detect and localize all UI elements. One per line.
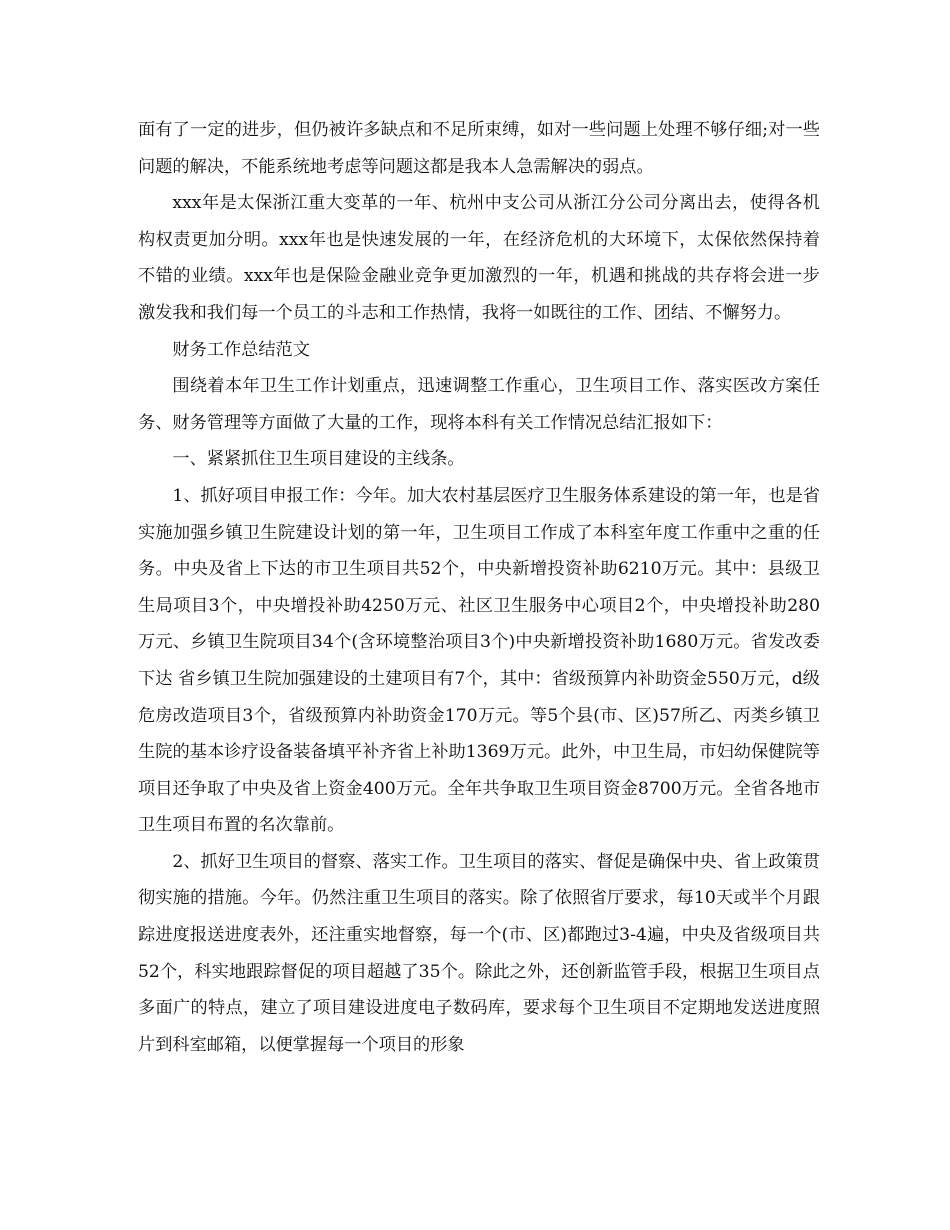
paragraph-intro: 围绕着本年卫生工作计划重点，迅速调整工作重心，卫生项目工作、落实医改方案任务、财务管理等方面做了大量的工作，现将本科有关工作情况总结汇报如下： [138,376,820,433]
heading-item-1: 一、紧紧抓住卫生项目建设的主线条。 [172,449,465,470]
paragraph-continuation: 面有了一定的进步，但仍被许多缺点和不足所束缚，如对一些问题上处理不够仔细;对一些问题的解决，不能系统地考虑等问题这都是我本人急需解决的弱点。 [138,120,820,177]
paragraph-project-supervision: 2、抓好卫生项目的督察、落实工作。卫生项目的落实、督促是确保中央、省上政策贯彻实施的措施。今年。仍然注重卫生项目的落实。除了依照省厅要求，每10天或半个月跟踪进度报送进度表外，还注重实地督察，每一个(市、区)都跑过3-4遍，中央及省级项目共52个，科实地跟踪督促的项目超越了35个。除此之外，还创新监管手段，根据卫生项目点多面广的特点，建立了项目建设进度电子数码库，要求每个卫生项目不定期地发送进度照片到科室邮箱，以便掌握每一个项目的形象 [138,851,820,1055]
paragraph-project-application: 1、抓好项目申报工作：今年。加大农村基层医疗卫生服务体系建设的第一年，也是省实施加强乡镇卫生院建设计划的第一年，卫生项目工作成了本科室年度工作重中之重的任务。中央及省上下达的市卫生项目共52个，中央新增投资补助6210万元。其中：县级卫生局项目3个，中央增投补助4250万元、社区卫生服务中心项目2个，中央增投补助280万元、乡镇卫生院项目34个(含环境整治项目3个)中央新增投资补助1680万元。省发改委下达 省乡镇卫生院加强建设的土建项目有7个，其中：省级预算内补助资金550万元，d级危房改造项目3个，省级预算内补助资金170万元。等5个县(市、区)57所乙、丙类乡镇卫生院的基本诊疗设备装备填平补齐省上补助1369万元。此外，中卫生局，市妇幼保健院等项目还争取了中央及省上资金400万元。全年共争取卫生项目资金8700万元。全省各地市卫生项目布置的名次靠前。 [138,485,820,836]
document-body [138,112,820,1063]
paragraph-xxx-year: xxx年是太保浙江重大变革的一年、杭州中支公司从浙江分公司分离出去，使得各机构权责更加分明。xxx年也是快速发展的一年，在经济危机的大环境下，太保依然保持着不错的业绩。xxx年也是保险金融业竞争更加激烈的一年，机遇和挑战的共存将会进一步激发我和我们每一个员工的斗志和工作热情，我将一如既往的工作、团结、不懈努力。 [138,193,820,323]
section-title: 财务工作总结范文 [172,339,310,360]
